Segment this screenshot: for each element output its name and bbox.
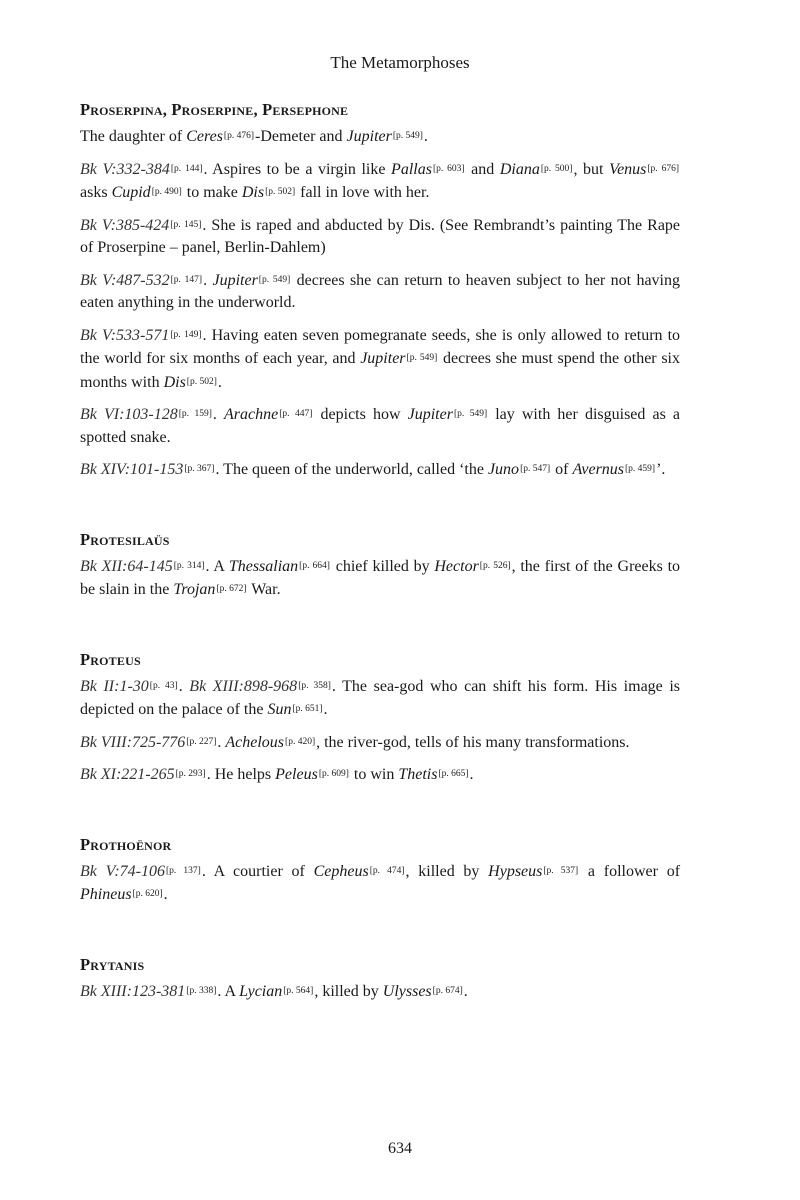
text-run: . (163, 886, 168, 903)
text-run: . (469, 766, 474, 783)
name-link[interactable]: Lycian (239, 982, 283, 1000)
text-run: -Demeter and (255, 128, 347, 145)
entry-paragraph (80, 269, 680, 315)
running-head: The Metamorphoses (330, 53, 470, 72)
entry-paragraph (80, 158, 680, 205)
text-run: . (423, 128, 428, 145)
page-reference-link[interactable]: [p. 447] (279, 409, 313, 419)
text-run: . (463, 982, 468, 1000)
text-run: to make (182, 184, 242, 201)
text-run: depicts how (313, 406, 408, 423)
text-run: . (217, 733, 226, 751)
page-reference-link[interactable]: [p. 459] (625, 464, 656, 474)
page-reference-link[interactable]: [p. 149] (170, 329, 202, 340)
book-reference-link[interactable]: Bk V:487-532 (80, 271, 170, 289)
text-run: , the river-god, tells of his many transformations. (316, 733, 630, 751)
entry-paragraph (80, 731, 680, 755)
entry-paragraph (80, 403, 680, 449)
page-reference-link[interactable]: [p. 420] (285, 736, 316, 747)
name-link[interactable]: Jupiter (360, 350, 406, 367)
name-link[interactable]: Ulysses (382, 982, 432, 1000)
entry-paragraph (80, 763, 680, 787)
text-run: decrees she must spend the other six months with (80, 350, 681, 391)
page-reference-link[interactable]: [p. 500] (540, 163, 573, 174)
page-reference-link[interactable]: [p. 620] (132, 889, 163, 899)
entry-paragraph (80, 675, 680, 722)
name-link[interactable]: Hypseus (488, 862, 543, 880)
entry-heading: Proserpina, Proserpine, Persephone (80, 100, 349, 119)
page-reference-link[interactable]: [p. 476] (223, 131, 254, 141)
page-reference-link[interactable]: [p. 549] (453, 409, 488, 419)
book-reference-link[interactable]: Bk XII:64-145 (80, 557, 173, 575)
book-reference-link[interactable]: Bk II:1-30 (80, 677, 149, 695)
name-link[interactable]: Venus (609, 160, 647, 178)
text-run: The daughter of (80, 128, 187, 145)
entry-paragraph (80, 125, 680, 149)
page-reference-link[interactable]: [p. 564] (283, 985, 314, 996)
page-reference-link[interactable]: [p. 227] (186, 736, 217, 747)
name-link[interactable]: Thetis (398, 766, 438, 783)
text-run: . (323, 701, 328, 718)
page-reference-link[interactable]: [p. 526] (479, 560, 511, 571)
text-run: War. (247, 581, 281, 598)
text-run: chief killed by (330, 557, 435, 575)
page-reference-link[interactable]: [p. 502] (186, 376, 217, 387)
text-run: fall in love with her. (296, 184, 430, 201)
name-link[interactable]: Thessalian (228, 557, 299, 575)
text-run: a follower of (579, 862, 681, 880)
text-run: . A (205, 557, 229, 575)
book-reference-link[interactable]: Bk V:332-384 (80, 160, 170, 178)
page-reference-link[interactable]: [p. 144] (170, 163, 203, 174)
name-link[interactable]: Phineus (80, 886, 132, 903)
name-link[interactable]: Jupiter (407, 406, 453, 423)
name-link[interactable]: Diana (499, 160, 540, 178)
page-reference-link[interactable]: [p. 159] (178, 409, 212, 419)
text-run: asks (80, 184, 112, 201)
entry-heading: Prothoënor (80, 834, 172, 854)
entry-paragraph (80, 324, 680, 395)
text-run: to win (349, 766, 399, 783)
text-run: . (212, 406, 225, 423)
name-link[interactable]: Hector (434, 557, 479, 575)
page-reference-link[interactable]: [p. 665] (438, 769, 469, 779)
page-reference-link[interactable]: [p. 547] (520, 464, 551, 474)
name-link[interactable]: Ceres (186, 128, 223, 145)
entry-paragraph (80, 458, 680, 482)
page-reference-link[interactable]: [p. 549] (392, 131, 423, 141)
glossary-entry (80, 835, 680, 907)
text-run: . The queen of the underworld, called ‘the (215, 461, 488, 478)
page-content (80, 100, 680, 1012)
page-reference-link[interactable]: [p. 147] (170, 274, 203, 285)
name-link[interactable]: Cepheus (313, 862, 369, 880)
text-run: , killed by (405, 862, 489, 880)
page-reference-link[interactable]: [p. 549] (258, 274, 291, 285)
page-reference-link[interactable]: [p. 664] (299, 560, 330, 571)
text-run: . He helps (206, 766, 276, 783)
name-link[interactable]: Achelous (225, 733, 285, 751)
text-run: . A (217, 982, 240, 1000)
page-reference-link[interactable]: [p. 43] (149, 680, 178, 691)
name-link[interactable]: Juno (487, 461, 520, 478)
text-run: lay with her disguised as a spotted snake. (80, 406, 681, 446)
book-reference-link[interactable]: Bk V:74-106 (80, 862, 165, 880)
page-reference-link[interactable]: [p. 674] (432, 985, 463, 996)
text-run: . She is raped and abducted by Dis. (See Rembrandt’s painting The Rape of Proserpine – panel, Berlin-Dahlem) (80, 216, 681, 256)
text-run: . (178, 677, 190, 695)
page-reference-link[interactable]: [p. 474] (369, 865, 405, 876)
page-reference-link[interactable]: [p. 609] (318, 769, 349, 779)
text-run: , the first of the Greeks to be slain in the (80, 557, 681, 598)
name-link[interactable]: Jupiter (212, 271, 258, 289)
page-reference-link[interactable]: [p. 358] (298, 680, 331, 691)
text-run: . Aspires to be a virgin like (203, 160, 392, 178)
text-run: decrees she can return to heaven subject to her not having eaten anything in the underworld. (80, 271, 680, 311)
name-link[interactable]: Sun (267, 701, 292, 718)
text-run: . (203, 271, 213, 289)
name-link[interactable]: Dis (163, 373, 186, 391)
page-reference-link[interactable]: [p. 293] (175, 769, 206, 779)
page-reference-link[interactable]: [p. 502] (265, 187, 296, 197)
book-reference-link[interactable]: Bk XI:221-265 (80, 766, 175, 783)
glossary-entry (80, 530, 680, 602)
page-reference-link[interactable]: [p. 549] (406, 353, 438, 363)
name-link[interactable]: Peleus (275, 766, 318, 783)
text-run: of (551, 461, 573, 478)
entry-paragraph (80, 860, 680, 907)
name-link[interactable]: Avernus (572, 461, 625, 478)
name-link[interactable]: Dis (241, 184, 265, 201)
glossary-entry (80, 100, 680, 482)
text-run: , killed by (314, 982, 383, 1000)
page-reference-link[interactable]: [p. 338] (186, 985, 217, 996)
page-reference-link[interactable]: [p. 651] (292, 704, 323, 714)
entry-paragraph (80, 980, 680, 1004)
page-reference-link[interactable]: [p. 314] (173, 560, 205, 571)
entry-paragraph (80, 555, 680, 602)
entry-heading: Proteus (80, 649, 141, 669)
book-reference-link[interactable]: Bk V:533-571 (80, 326, 170, 344)
book-reference-link[interactable]: Bk XIII:123-381 (80, 982, 186, 1000)
page-reference-link[interactable]: [p. 145] (170, 219, 202, 230)
book-reference-link[interactable]: Bk VIII:725-776 (80, 733, 186, 751)
page-reference-link[interactable]: [p. 137] (166, 865, 201, 876)
entry-heading: Prytanis (80, 954, 145, 974)
page-number: 634 (388, 1140, 412, 1157)
name-link[interactable]: Pallas (391, 160, 432, 178)
name-link[interactable]: Arachne (224, 406, 279, 423)
text-run: . (217, 373, 222, 391)
text-run: , but (573, 160, 610, 178)
entry-heading: Protesilaüs (80, 529, 170, 549)
entry-paragraph (80, 214, 680, 260)
name-link[interactable]: Trojan (173, 581, 216, 598)
text-run: . Having eaten seven pomegranate seeds, she is only allowed to return to the world for six months of each year, and (80, 326, 681, 367)
name-link[interactable]: Jupiter (346, 128, 392, 145)
page-reference-link[interactable]: [p. 672] (216, 584, 247, 594)
text-run: and (465, 160, 500, 178)
book-reference-link[interactable]: Bk XIV:101-153 (80, 461, 184, 478)
glossary-entry (80, 650, 680, 787)
book-reference-link[interactable]: Bk VI:103-128 (80, 406, 178, 423)
page-reference-link[interactable]: [p. 537] (543, 865, 579, 876)
glossary-entry (80, 955, 680, 1004)
text-run: . The sea-god who can shift his form. His image is depicted on the palace of the (80, 677, 681, 718)
page-reference-link[interactable]: [p. 490] (151, 187, 182, 197)
page-reference-link[interactable]: [p. 367] (184, 464, 215, 474)
book-reference-link[interactable]: Bk XIII:898-968 (189, 677, 298, 695)
text-run: ’. (656, 461, 666, 478)
page-reference-link[interactable]: [p. 676] (647, 163, 680, 174)
text-run: . A courtier of (201, 862, 314, 880)
name-link[interactable]: Cupid (111, 184, 151, 201)
page-reference-link[interactable]: [p. 603] (432, 163, 465, 174)
book-reference-link[interactable]: Bk V:385-424 (80, 216, 170, 234)
